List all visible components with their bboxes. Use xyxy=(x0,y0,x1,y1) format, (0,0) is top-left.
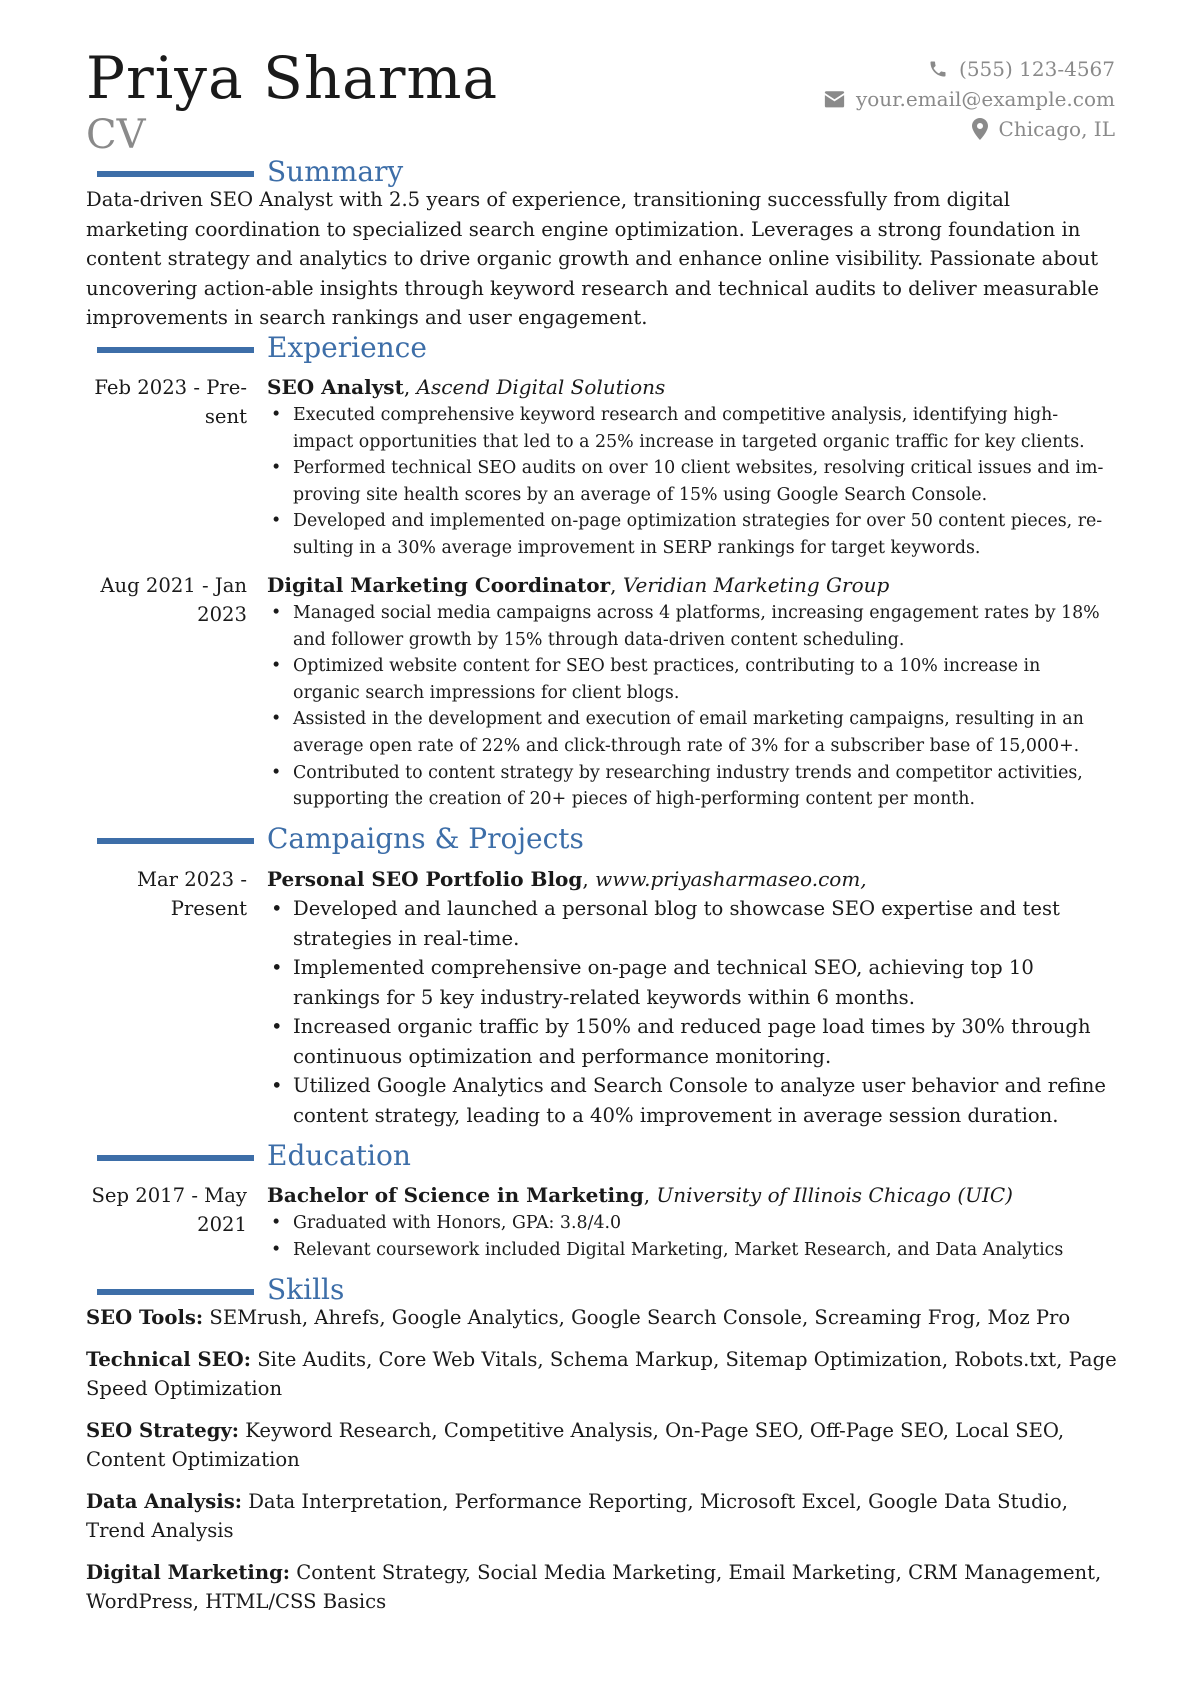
entry-heading: SEO Analyst, Ascend Digital Solutions xyxy=(267,375,666,399)
entry-heading: Personal SEO Portfolio Blog, www.priyasharmaseo.com, xyxy=(267,867,867,891)
date-line: Feb 2023 - Pre- xyxy=(94,376,247,399)
bullet-list xyxy=(267,1210,1107,1263)
map-pin-icon xyxy=(972,118,988,140)
section-title-experience: Experience xyxy=(267,331,427,364)
date-line: sent xyxy=(204,405,247,428)
skill-value: Site Audits, Core Web Vitals, Schema Markup, Sitemap Optimization, Robots.txt, Page Speed Optimization xyxy=(86,1347,1117,1400)
list-item: • Performed technical SEO audits on over 10 client websites, resolving critical issues and im-proving site health scores by an average of 15% using Google Search Console. xyxy=(267,455,1107,508)
skill-row xyxy=(86,1416,1126,1475)
degree-title: Bachelor of Science in Marketing xyxy=(267,1183,644,1207)
contact-location xyxy=(824,114,1115,144)
list-item: • Assisted in the development and execution of email marketing campaigns, resulting in an average open rate of 22% and click-through rate of 3% for a subscriber base of 15,000+. xyxy=(267,706,1107,759)
bullet-list xyxy=(267,402,1107,562)
skill-label: SEO Tools: xyxy=(86,1306,204,1329)
entry-heading: Digital Marketing Coordinator, Veridian Marketing Group xyxy=(267,573,890,597)
date-line: Present xyxy=(170,897,247,920)
list-item: • Contributed to content strategy by researching industry trends and competitor activities, supporting the creation of 20+ pieces of high-performing content per month. xyxy=(267,760,1107,813)
job-title: Digital Marketing Coordinator xyxy=(267,573,611,597)
contact-info xyxy=(824,54,1115,144)
entry-body xyxy=(267,373,1107,562)
section-divider-bar xyxy=(97,1289,254,1295)
section-title-skills: Skills xyxy=(267,1273,345,1306)
section-title-education: Education xyxy=(267,1139,411,1172)
entry-body xyxy=(267,1181,1107,1263)
skill-row xyxy=(86,1487,1126,1546)
list-item: • Managed social media campaigns across 4 platforms, increasing engagement rates by 18% and follower growth by 15% through data-driven content scheduling. xyxy=(267,600,1107,653)
skill-value: Keyword Research, Competitive Analysis, On-Page SEO, Off-Page SEO, Local SEO, Content Optimization xyxy=(86,1418,1065,1471)
date-line: Aug 2021 - Jan xyxy=(100,574,247,597)
phone-icon xyxy=(928,59,948,79)
list-item: • Graduated with Honors, GPA: 3.8/4.0 xyxy=(267,1210,1107,1237)
list-item: • Implemented comprehensive on-page and technical SEO, achieving top 10 rankings for 5 key industry-related keywords within 6 months. xyxy=(267,953,1107,1012)
job-title: SEO Analyst xyxy=(267,375,404,399)
skill-row xyxy=(86,1345,1126,1404)
skill-label: SEO Strategy: xyxy=(86,1418,240,1442)
contact-phone[interactable] xyxy=(824,54,1115,84)
bullet-list xyxy=(267,894,1107,1130)
entry-date xyxy=(86,1181,247,1239)
entry-date xyxy=(86,571,247,629)
organization: Veridian Marketing Group xyxy=(622,573,890,597)
list-item: • Increased organic traffic by 150% and reduced page load times by 30% through continuous optimization and performance monitoring. xyxy=(267,1012,1107,1071)
date-line: Sep 2017 - May xyxy=(91,1184,247,1207)
document-subtitle: CV xyxy=(86,112,146,158)
skills-list xyxy=(86,1303,1126,1629)
skill-value: Data Interpretation, Performance Reporting, Microsoft Excel, Google Data Studio, Trend Analysis xyxy=(86,1489,1068,1542)
phone-text: (555) 123-4567 xyxy=(959,57,1115,81)
section-divider-bar xyxy=(97,171,254,177)
list-item: • Executed comprehensive keyword research and competitive analysis, identifying high-impact opportunities that led to a 25% increase in targeted organic traffic for key clients. xyxy=(267,402,1107,455)
project-url[interactable]: www.priyasharmaseo.com, xyxy=(595,867,867,891)
person-name: Priya Sharma xyxy=(86,44,499,112)
skill-label: Digital Marketing: xyxy=(86,1560,291,1584)
section-divider-bar xyxy=(97,838,254,844)
institution: University of Illinois Chicago (UIC) xyxy=(656,1183,1013,1207)
entry-date xyxy=(86,865,247,923)
project-title: Personal SEO Portfolio Blog xyxy=(267,867,583,891)
skill-label: Technical SEO: xyxy=(86,1347,251,1371)
date-line: 2021 xyxy=(197,1213,247,1236)
envelope-icon xyxy=(824,91,845,108)
date-line: 2023 xyxy=(197,603,247,626)
location-text: Chicago, IL xyxy=(998,117,1115,141)
entry-body xyxy=(267,865,1107,1130)
list-item: • Relevant coursework included Digital Marketing, Market Research, and Data Analytics xyxy=(267,1237,1107,1264)
skill-row xyxy=(86,1558,1126,1617)
skill-value: Content Strategy, Social Media Marketing, Email Marketing, CRM Management, WordPress, HTML/CSS Basics xyxy=(86,1560,1102,1613)
list-item: • Utilized Google Analytics and Search Console to analyze user behavior and refine content strategy, leading to a 40% improvement in average session duration. xyxy=(267,1071,1107,1130)
date-line: Mar 2023 - xyxy=(136,868,247,891)
section-divider-bar xyxy=(97,347,254,353)
entry-body xyxy=(267,571,1107,813)
entry-date xyxy=(86,373,247,431)
skill-value: SEMrush, Ahrefs, Google Analytics, Google Search Console, Screaming Frog, Moz Pro xyxy=(209,1306,1071,1329)
contact-email[interactable] xyxy=(824,84,1115,114)
email-text: your.email@example.com xyxy=(855,87,1115,111)
list-item: • Developed and launched a personal blog to showcase SEO expertise and test strategies in real-time. xyxy=(267,894,1107,953)
section-title-summary: Summary xyxy=(267,155,404,188)
list-item: • Optimized website content for SEO best practices, contributing to a 10% increase in organic search impressions for client blogs. xyxy=(267,653,1107,706)
entry-heading: Bachelor of Science in Marketing, University of Illinois Chicago (UIC) xyxy=(267,1183,1013,1207)
organization: Ascend Digital Solutions xyxy=(416,375,666,399)
skill-label: Data Analysis: xyxy=(86,1489,242,1513)
bullet-list xyxy=(267,600,1107,813)
list-item: • Developed and implemented on-page optimization strategies for over 50 content pieces, re-sulting in a 30% average improvement in SERP rankings for target keywords. xyxy=(267,508,1107,561)
section-title-projects: Campaigns & Projects xyxy=(267,822,584,855)
skill-row xyxy=(86,1303,1126,1333)
summary-text: Data-driven SEO Analyst with 2.5 years of experience, transitioning successfully from digital marketing coordination to specialized search engine optimization. Leverages a strong foundation in content strategy and analytics to drive organic growth and enhance online visibility. Passionate about uncovering action-able insights through keyword research and technical audits to deliver measurable improvements in search rankings and user engagement. xyxy=(86,188,1100,329)
section-divider-bar xyxy=(97,1155,254,1161)
